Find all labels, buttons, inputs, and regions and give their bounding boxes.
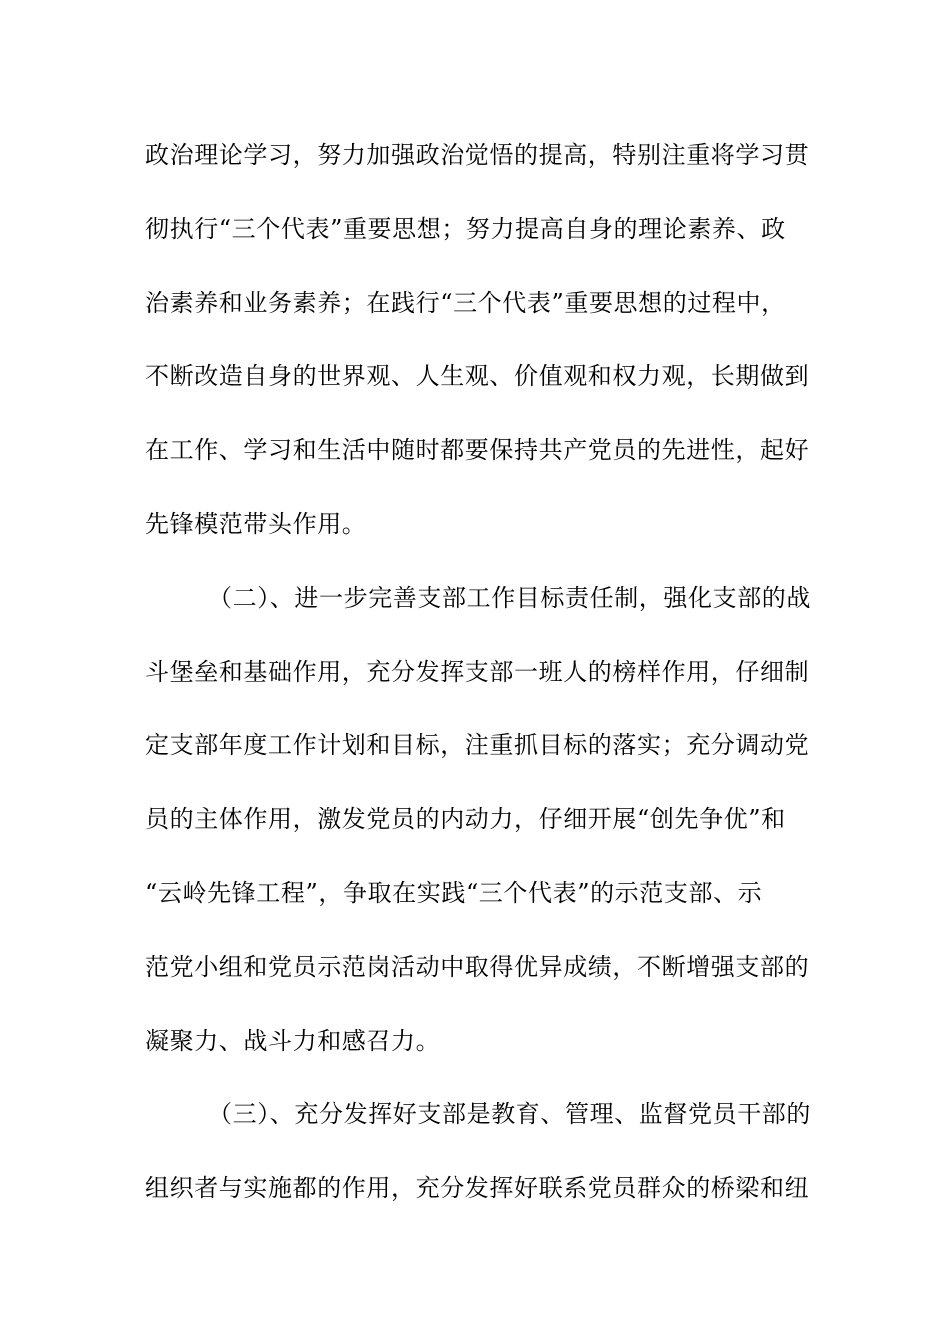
text-line: 范党小组和党员示范岗活动中取得优异成绩，不断增强支部的 — [145, 952, 810, 981]
text-line: 政治理论学习，努力加强政治觉悟的提高，特别注重将学习贯 — [145, 141, 810, 169]
text-line: 斗堡垒和基础作用，充分发挥支部一班人的榜样作用，仔细制 — [145, 657, 810, 686]
text-line: 彻执行“三个代表”重要思想；努力提高自身的理论素养、政 — [145, 214, 786, 243]
text-line: 组织者与实施都的作用，充分发挥好联系党员群众的桥梁和纽 — [145, 1174, 810, 1203]
text-line: “云岭先锋工程”，争取在实践“三个代表”的示范支部、示 — [145, 878, 763, 907]
text-line: 在工作、学习和生活中随时都要保持共产党员的先进性，起好 — [145, 436, 810, 465]
text-line: 治素养和业务素养；在践行“三个代表”重要思想的过程中， — [145, 288, 786, 317]
text-line: 员的主体作用，激发党员的内动力，仔细开展“创先争优”和 — [145, 805, 786, 834]
text-line: 不断改造自身的世界观、人生观、价值观和权力观，长期做到 — [145, 362, 810, 391]
text-line: 先锋模范带头作用。 — [145, 509, 367, 538]
text-line: （二）、进一步完善支部工作目标责任制，强化支部的战 — [208, 583, 811, 612]
text-line: 定支部年度工作计划和目标，注重抓目标的落实；充分调动党 — [145, 731, 810, 760]
text-line: 凝聚力、战斗力和感召力。 — [145, 1026, 441, 1055]
body-text — [145, 130, 815, 1237]
text-line: （三）、充分发挥好支部是教育、管理、监督党员干部的 — [208, 1100, 811, 1129]
